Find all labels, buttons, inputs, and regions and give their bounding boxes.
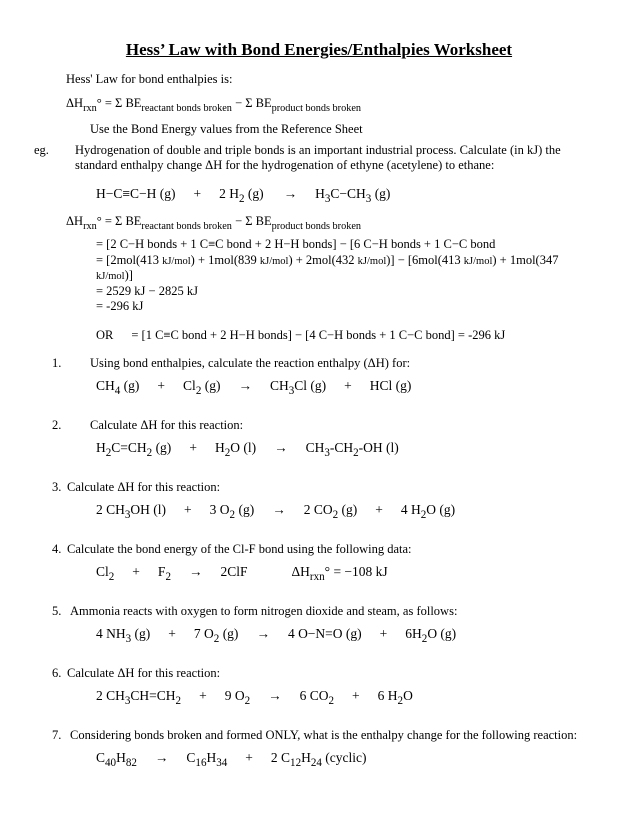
q7-reaction: $C_{40}H_{82} \to C_{16}H_{34} + 2$ $C_{12}H_{24}$ (cyclic) xyxy=(96,750,367,769)
example-text-line1: Hydrogenation of double and triple bonds is an important industrial process. Calculate (in kJ) the xyxy=(75,143,561,157)
q1-reaction: $CH_4$ $(g) + Cl_2$ $(g) \to CH_3Cl$ (g) + HCl (g) xyxy=(96,378,412,397)
q2-reaction: $H_2C=CH_2$ $(g) + H_2O$ $(l) \to CH_3-CH_2-OH$ (l) xyxy=(96,440,399,459)
example-step3: = 2529 kJ − 2825 kJ xyxy=(96,284,198,298)
q1-text: Using bond enthalpies, calculate the reaction enthalpy (ΔH) for: xyxy=(90,356,411,370)
q6-reaction: 2 $CH_3CH=CH_2 + 9$ $O_2 \to 6$ $CO_2 + 6$ $H_2O$ xyxy=(96,688,413,707)
example-step1: = [2 C−H bonds + 1 C≡C bond + 2 H−H bonds] − [6 C−H bonds + 1 C−C bond xyxy=(96,237,496,251)
q1-number: 1. xyxy=(52,356,62,370)
example-reaction: H−C≡C−H (g) + 2 $H_2$ $(g) \to H_3C-CH_3$ (g) xyxy=(96,186,391,205)
q3-number: 3. xyxy=(52,480,62,494)
q5-number: 5. xyxy=(52,604,62,618)
q7-number: 7. xyxy=(52,728,62,742)
page-title: Hess’ Law with Bond Energies/Enthalpies Worksheet xyxy=(125,40,513,59)
q2-text: Calculate ΔH for this reaction: xyxy=(90,418,244,432)
q2-number: 2. xyxy=(52,418,62,432)
example-or-line: OR = [1 C≡C bond + 2 H−H bonds] − [4 C−H bonds + 1 C−C bond] = -296 kJ xyxy=(96,328,506,342)
q3-reaction: 2 $CH_3OH$ (l) + 3 $O_2$ (g) → 2 $CO_2$ (g) + 4 $H_2O$ (g) xyxy=(96,502,456,521)
example-step2-cont: kJ/mol)] xyxy=(96,268,133,282)
example-label: eg. xyxy=(34,143,49,157)
example-text-line2: standard enthalpy change ΔH for the hydrogenation of ethyne (acetylene) to ethane: xyxy=(75,158,495,172)
example-step2: = [2mol(413 kJ/mol) + 1mol(839 kJ/mol) + 2mol(432 kJ/mol)] − [6mol(413 kJ/mol) + 1mol(347 xyxy=(96,253,559,267)
q6-number: 6. xyxy=(52,666,62,680)
q6-text: Calculate ΔH for this reaction: xyxy=(67,666,221,680)
q5-text: Ammonia reacts with oxygen to form nitrogen dioxide and steam, as follows: xyxy=(70,604,458,618)
q4-text: Calculate the bond energy of the Cl-F bond using the following data: xyxy=(67,542,412,556)
example-step4: = -296 kJ xyxy=(96,299,144,313)
example-formula: $\Delta H_{rxn}^\circ = \Sigma$ $BE_{reactant bonds broken} - \Sigma$ $BE_{product bonds broken}$ xyxy=(66,214,362,232)
q7-text: Considering bonds broken and formed ONLY, what is the enthalpy change for the following reaction: xyxy=(70,728,578,742)
instruction-text: Use the Bond Energy values from the Reference Sheet xyxy=(90,122,363,136)
q4-reaction: $Cl_2 + F_2 \to 2ClF$ $\Delta H_{rxn}^\circ = -108$ kJ xyxy=(96,564,388,583)
q3-text: Calculate ΔH for this reaction: xyxy=(67,480,221,494)
hess-formula: $\Delta H_{rxn}^\circ = \Sigma$ $BE_{reactant bonds broken} - \Sigma$ $BE_{product bonds broken}$ xyxy=(66,96,362,114)
q5-reaction: 4 $NH_3$ (g) + 7 $O_2$ (g) → 4 O−N=O $(g) + 6H_2O$ (g) xyxy=(96,626,457,645)
q4-number: 4. xyxy=(52,542,62,556)
intro-text: Hess' Law for bond enthalpies is: xyxy=(66,72,233,86)
